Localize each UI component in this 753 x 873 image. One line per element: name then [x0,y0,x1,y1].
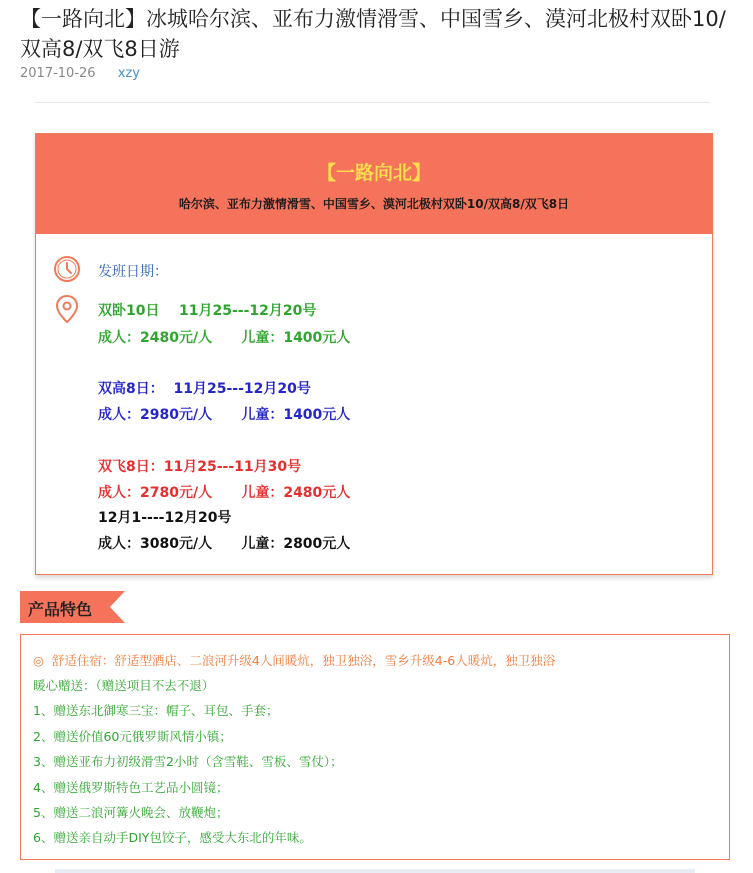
schedule-label: 发班日期： [98,264,168,280]
schedule-line: 双卧10日 11月25---12月20号 [98,303,317,319]
feature-item: 4、赠送俄罗斯特色工艺品小圆镜； [33,780,229,795]
feature-item: 6、赠送亲自动手DIY包饺子，感受大东北的年味。 [33,830,312,845]
tour-heading: 【一路向北】 [316,162,431,184]
tour-subheading: 哈尔滨、亚布力激情滑雪、中国雪乡、漠河北极村双卧10/双高8/双飞8日 [178,197,570,211]
location-pin-icon [55,294,79,324]
schedule-line: 成人：2780元/人 儿童：2480元人 [98,485,351,501]
article-meta [20,66,140,81]
features-tab [20,591,125,623]
article-author-link[interactable]: xzy [117,66,140,81]
schedule-line: 12月1----12月20号 [98,510,232,526]
article-title: 【一路向北】冰城哈尔滨、亚布力激情滑雪、中国雪乡、漠河北极村双卧10/双高8/双飞8日游 [20,7,726,61]
tour-card-header [36,134,712,234]
feature-item: ◎ 舒适住宿：舒适型酒店、二浪河升级4人间暖炕，独卫独浴，雪乡升级4-6人暖炕，独卫独浴 [33,653,556,668]
schedule-line: 成人：2480元/人 儿童：1400元人 [98,330,351,346]
feature-item: 3、赠送亚布力初级滑雪2小时（含雪鞋、雪板、雪仗）； [33,754,343,769]
tour-card [35,133,713,575]
schedule-line: 双高8日： 11月25---12月20号 [98,381,311,397]
feature-item: 1、赠送东北御寒三宝：帽子、耳包、手套； [33,703,279,718]
article-date: 2017-10-26 [20,66,96,81]
feature-item: 2、赠送价值60元俄罗斯风情小镇； [33,729,232,744]
schedule-line: 双飞8日：11月25---11月30号 [98,459,302,475]
divider [35,102,710,103]
feature-item: 暖心赠送：（赠送项目不去不退） [33,678,215,693]
schedule-line: 成人：2980元/人 儿童：1400元人 [98,407,351,423]
features-tab-label: 产品特色 [28,600,93,619]
clock-icon [53,255,81,283]
schedule-line: 成人：3080元/人 儿童：2800元人 [98,536,351,552]
bottom-bar [55,869,695,873]
features-box [20,634,730,860]
feature-item: 5、赠送二浪河篝火晚会、放鞭炮； [33,805,229,820]
